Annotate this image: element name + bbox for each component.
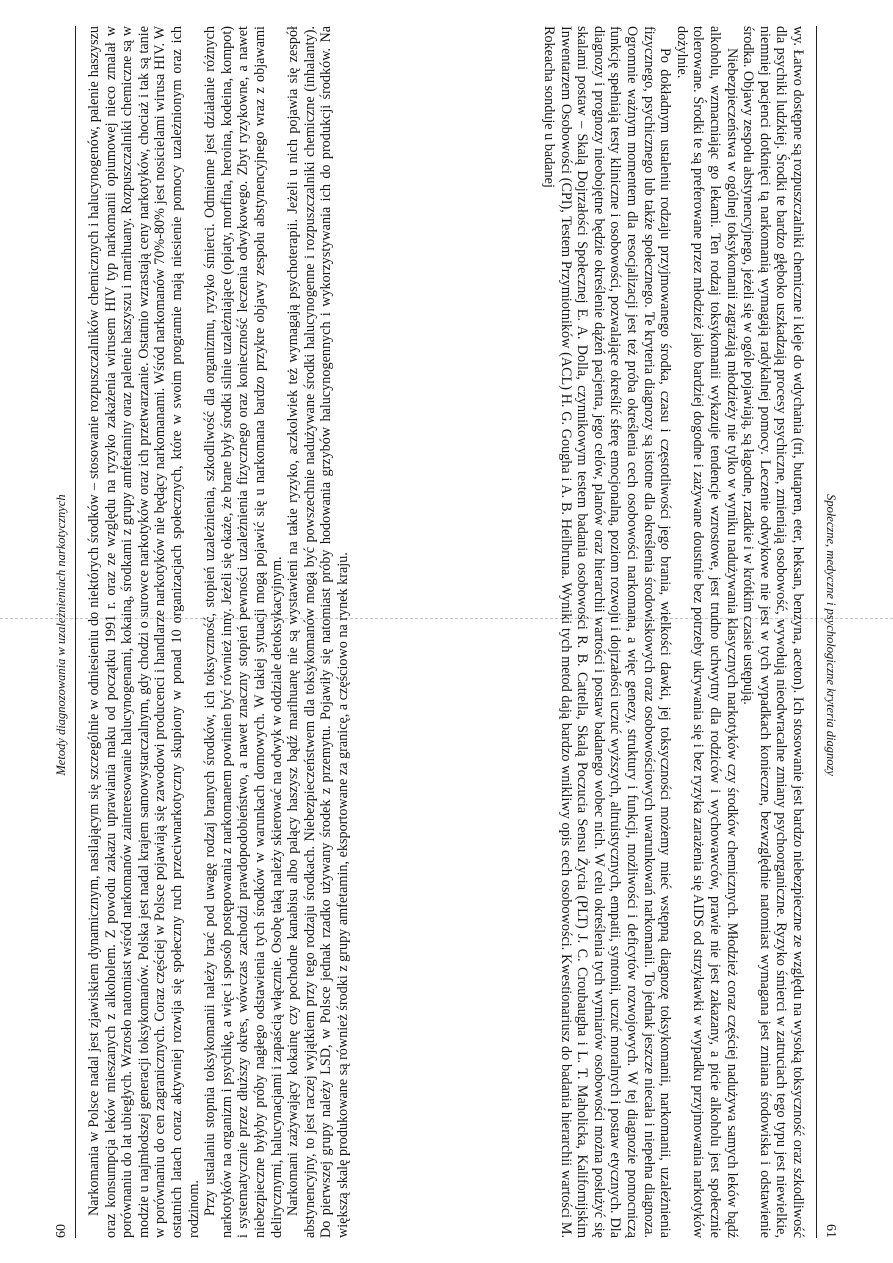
left-page-number: 60 (54, 1224, 69, 1238)
right-page-number: 61 (823, 1224, 838, 1238)
right-page-header (816, 26, 838, 1238)
right-running-head: Społeczne, medyczne i psychologiczne kryteria diagnozy (824, 494, 838, 776)
left-paragraph-2: Przy ustalaniu stopnia toksykomanii należy brać pod uwagę rodzaj branych środków, ich toksyczność, stopień uzależnienia, szkodliwość dla organizmu, ryzyko śmierci. Odmienne jest działanie różnych narkotyków na organizm i psychikę, a więc i sposób postępowania z narkomanem powinien być również inny. Jeżeli się okaże, że brane były środki silnie uzależniające (opiaty, morfina, heroina, kodeina, kompot) i systematycznie przez dłuższy okres, wówczas zachodzi prawdopodobieństwo, a nawet znaczny stopień pewności uzależnienia fizycznego oraz konieczność leczenia odwykowego. Zbyt ryzykowne, a nawet niebezpieczne byłyby próby nagłego odstawienia tych środków w warunkach domowych. W takiej sytuacji mogą pojawić się u narkomana bardzo przykre objawy zespołu abstynencyjnego wraz z objawami delirycznymi, halucynacjami i zapaścią włącznie. Osobę taką należy skierować na odwyk w oddziale detoksykacyjnym. (202, 26, 285, 1238)
left-paragraph-1: Narkomania w Polsce nadal jest zjawiskiem dynamicznym, nasilającym się szczególnie w odniesieniu do niektórych środków – stosowanie rozpuszczalników chemicznych i halucynogenów, palenie haszyszu oraz konsumpcja leków mieszanych z alkoholem. Z powodu zakazu uprawiania maku od początku 1991 r. oraz ze względu na ryzyko zakażenia wirusem HIV typ narkomanii opiumowej nieco zmalał w porównaniu do lat ubiegłych. Wzrosło natomiast wśród narkomanów zainteresowanie halucynogenami, kokainą, środkami z grupy amfetaminy oraz palenie haszyszu i marihuany. Rozpuszczalniki chemiczne są w modzie u najmłodszej generacji toksykomanów. Polska jest nadal krajem samowystarczalnym, gdy chodzi o surowce narkotyków oraz ich przetwarzanie. Ostatnio wzrastają ceny narkotyków, chociaż i tak są tanie w porównaniu do cen zagranicznych. Coraz częściej w Polsce pojawiają się zawodowi producenci i handlarze narkotyków nie będący narkomanami. Wśród narkomanów 70%-80% jest nosicielami wirusa HIV. W ostatnich latach coraz aktywniej rozwija się społeczny ruch przeciwnarkotyczny skupiony w ponad 10 organizacjach społecznych, które w swoim programie mają niesienie pomocy uzależnionym oraz ich rodzinom. (86, 26, 202, 1238)
right-page (448, 22, 838, 1242)
right-paragraph-1: wy. Łatwo dostępne są rozpuszczalniki chemiczne i kleje do wdychania (tri, butapren, eter, heksan, benzyna, aceton). Ich stosowanie jest bardzo niebezpieczne ze względu na wysoką toksyczność oraz szkodliwość dla psychiki ludzkiej. Środki te bardzo głęboko uszkadzają procesy psychiczne, zmieniają osobowość, wywołują nieodwracalne zmiany psychoorganiczne. Ryzyko śmierci w zatruciach tego typu jest niewielkie, niemniej pacjenci dotknięci tą narkomanią wymagają radykalnej pomocy. Leczenie odwykowe nie jest w tych wypadkach konieczne, bezwzględnie natomiast wymagana jest zmiana środowiska i odstawienie środka. Objawy zespołu abstynencyjnego, jeżeli się w ogóle pojawiają, są łagodne, rzadkie i w krótkim czasie ustępują. (740, 26, 806, 1238)
left-page-header (54, 26, 76, 1238)
right-paragraph-2: Niebezpieczeństwa w ogólnej toksykomanii zagrażają młodzieży nie tylko w wyniku nadużywania klasycznych narkotyków czy środków chemicznych. Młodzież coraz częściej nadużywa samych leków bądź alkoholu, wzmacniając go lekami. Ten rodzaj toksykomanii wykazuje tendencje wzrostowe, jest trudno uchwytny dla rodziców i wychowawców, prawie nie jest zakazany, a picie alkoholu jest społecznie tolerowane. Środki te są preferowane przez młodzież jako bardziej dogodne i zażywane doustnie bez potrzeby ukrywania się i bez ryzyka zarażenia się AIDS od strzykawki w wypadku przyjmowania narkotyków dożylnie. (673, 26, 740, 1238)
right-paragraph-3: Po dokładnym ustaleniu rodzaju przyjmowanego środka, czasu i częstotliwości jego brania, wielkości dawki, jej toksyczności możemy mieć wstępną diagnozę toksykomanii, narkomanii, uzależnienia fizycznego, psychicznego lub także społecznego. Te kryteria diagnozy są istotne dla określenia środowiskowych oraz osobowościowych uwarunkowań narkomanii. To jednak jeszcze niecała i niepełna diagnoza. Ogromnie ważnym momentem dla resocjalizacji jest też próba określenia cech osobowości narkomana, a więc genezy, struktury i funkcji, możliwości i deficytów rozwojowych. W tej diagnozie pomocniczą funkcję spełniają testy kliniczne i osobowości, pozwalające określić sferę emocjonalną, poziom rozwoju i dojrzałości uczuć wyższych, altruistycznych, empatii, syntonii, uczuć moralnych i postaw etycznych. Dla diagnozy i prognozy nieobojętne będzie określenie dążeń pacjenta, jego celów, planów oraz hierarchii wartości i postaw badanego wobec nich. W celu określenia tych wymiarów osobowości można posłużyć się skalami postaw – Skalą Dojrzałości Społecznej E. A. Dolla, czynnikowym testem badania osobowości R. B. Cattella, Skalą Poczucia Sensu Życia (PLT) J. C. Croubaugha i L. T. Maholicka, Kalifornijskim Inwentarzem Osobowości (CPI), Testem Przymiotników (ACL) H. G. Gougha i A. B. Heilbruna. Wyniki tych metod dają bardzo wnikliwy opis cech osobowości. Kwestionariusz do badania hierarchii wartości M. Rokeacha sonduje u badanej (541, 26, 674, 1238)
left-page (54, 22, 444, 1242)
left-paragraph-3: Narkomani zażywający kokainę czy pochodne kanabisu albo palący haszysz bądź marihuanę nie są wystawieni na takie ryzyko, aczkolwiek też wymagają psychoterapii. Jeżeli u nich pojawia się zespół abstynencyjny, to jest raczej wyjątkiem przy tego rodzaju środkach. Niebezpieczeństwem dla toksykomanów mogą być powszechnie nadużywane środki halucynogenne i rozpuszczalniki chemiczne (inhalanty). Do pierwszej grupy należy LSD, w Polsce jednak rzadko używany środek z przemytu. Pojawiły się natomiast próby hodowania grzybów halucynogennych i wykorzystywania ich do produkcji środków. Na większą skalę produkowane są również środki z grupy amfetamin, eksportowane za granicę, a częściowo na rynek kraju. (285, 26, 351, 1238)
left-running-head: Metody diagnozowania w uzależnieniach narkotycznych (54, 494, 68, 776)
